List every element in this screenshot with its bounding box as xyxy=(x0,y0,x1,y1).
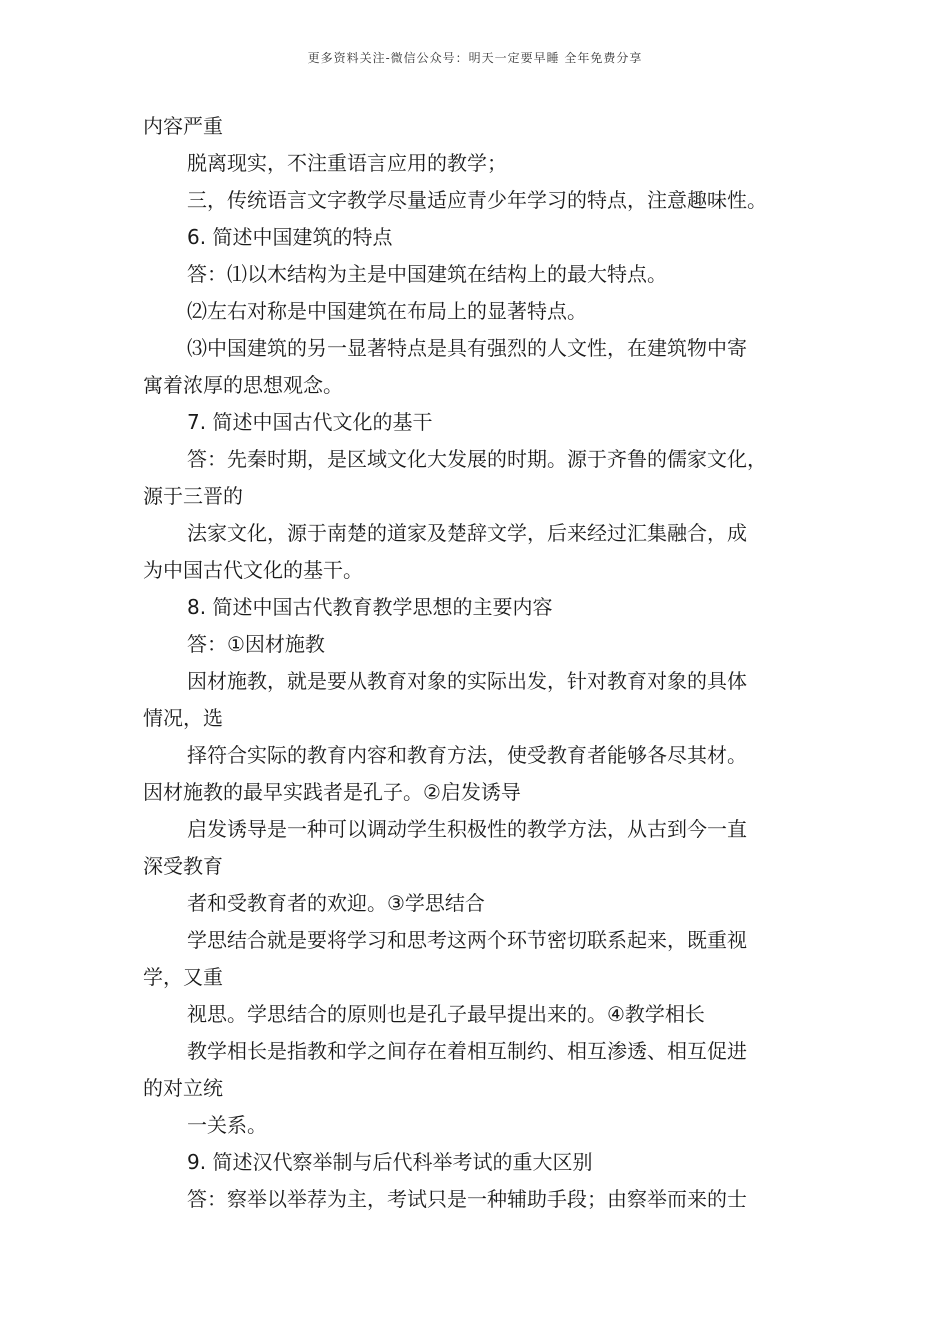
text-line: 为中国古代文化的基干。 xyxy=(143,558,363,582)
text-line: 答：⑴以木结构为主是中国建筑在结构上的最大特点。 xyxy=(187,262,667,286)
text-line: 一关系。 xyxy=(187,1113,267,1137)
text-line: 答：察举以举荐为主，考试只是一种辅助手段；由察举而来的士 xyxy=(187,1187,747,1211)
text-line: 择符合实际的教育内容和教育方法，使受教育者能够各尽其材。 xyxy=(187,743,747,767)
text-line: 深受教育 xyxy=(143,854,223,878)
page-header: 更多资料关注-微信公众号：明天一定要早睡 全年免费分享 xyxy=(307,51,643,65)
text-line: 视思。学思结合的原则也是孔子最早提出来的。④教学相长 xyxy=(187,1002,705,1026)
text-line: ⑶中国建筑的另一显著特点是具有强烈的人文性，在建筑物中寄 xyxy=(187,336,747,360)
text-line: 源于三晋的 xyxy=(143,484,243,508)
text-line: 三，传统语言文字教学尽量适应青少年学习的特点，注意趣味性。 xyxy=(187,188,767,212)
document-body xyxy=(143,108,843,1218)
text-line: 启发诱导是一种可以调动学生积极性的教学方法，从古到今一直 xyxy=(187,817,747,841)
text-line: 因材施教，就是要从教育对象的实际出发，针对教育对象的具体 xyxy=(187,669,747,693)
question-heading-9: 9. 简述汉代察举制与后代科举考试的重大区别 xyxy=(187,1150,593,1174)
text-line: 法家文化，源于南楚的道家及楚辞文学，后来经过汇集融合，成 xyxy=(187,521,747,545)
question-heading-6: 6. 简述中国建筑的特点 xyxy=(187,225,393,249)
text-line: 的对立统 xyxy=(143,1076,223,1100)
text-line: 内容严重 xyxy=(143,114,223,138)
text-line: 学思结合就是要将学习和思考这两个环节密切联系起来，既重视 xyxy=(187,928,747,952)
text-line: 答：①因材施教 xyxy=(187,632,325,656)
text-line: 答：先秦时期，是区域文化大发展的时期。源于齐鲁的儒家文化， xyxy=(187,447,767,471)
text-line: 寓着浓厚的思想观念。 xyxy=(143,373,343,397)
text-line: 情况，选 xyxy=(143,706,223,730)
question-heading-8: 8. 简述中国古代教育教学思想的主要内容 xyxy=(187,595,553,619)
text-line: 教学相长是指教和学之间存在着相互制约、相互渗透、相互促进 xyxy=(187,1039,747,1063)
text-line: ⑵左右对称是中国建筑在布局上的显著特点。 xyxy=(187,299,587,323)
text-line: 学，又重 xyxy=(143,965,223,989)
question-heading-7: 7. 简述中国古代文化的基干 xyxy=(187,410,433,434)
text-line: 者和受教育者的欢迎。③学思结合 xyxy=(187,891,485,915)
text-line: 脱离现实，不注重语言应用的教学； xyxy=(187,151,507,175)
text-line: 因材施教的最早实践者是孔子。②启发诱导 xyxy=(143,780,521,804)
